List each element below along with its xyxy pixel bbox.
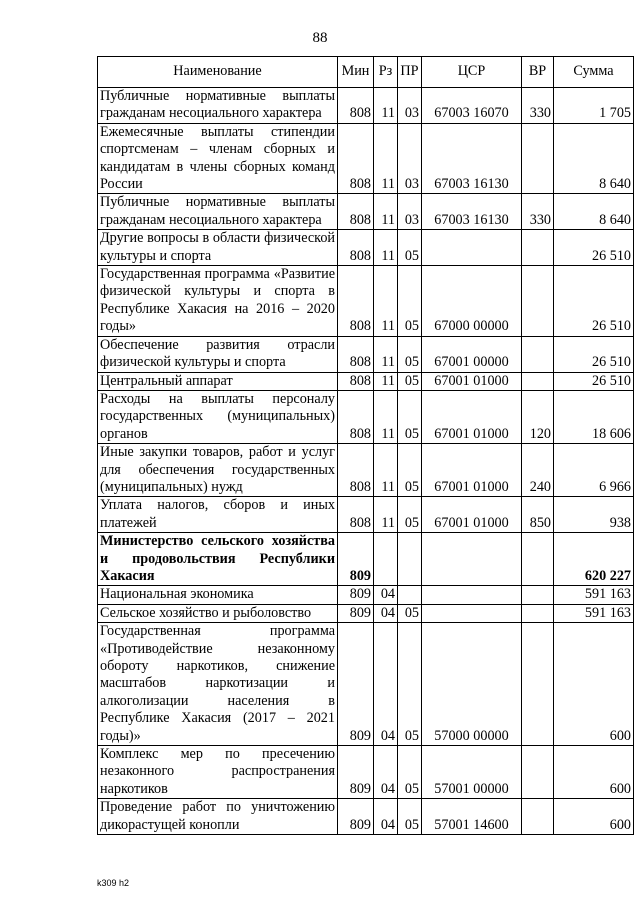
cell-pr xyxy=(398,586,422,604)
cell-sum: 26 510 xyxy=(554,372,634,390)
cell-vr xyxy=(522,586,554,604)
table-row xyxy=(98,586,634,604)
cell-sum: 26 510 xyxy=(554,230,634,266)
cell-vr xyxy=(522,266,554,337)
table-row xyxy=(98,799,634,835)
cell-pr: 03 xyxy=(398,88,422,124)
cell-name: Сельское хозяйство и рыболовство xyxy=(98,604,338,622)
cell-min: 809 xyxy=(338,533,374,586)
cell-vr xyxy=(522,746,554,799)
cell-rz: 11 xyxy=(374,230,398,266)
cell-vr xyxy=(522,230,554,266)
cell-pr: 05 xyxy=(398,390,422,443)
cell-pr: 05 xyxy=(398,623,422,746)
cell-name: Уплата налогов, сборов и иных платежей xyxy=(98,497,338,533)
table-body xyxy=(98,88,634,835)
table-header-row xyxy=(98,57,634,88)
cell-csr xyxy=(422,230,522,266)
budget-table xyxy=(97,56,634,835)
cell-name: Комплекс мер по пресечению незаконного распространения наркотиков xyxy=(98,746,338,799)
cell-csr: 67003 16130 xyxy=(422,194,522,230)
table-row xyxy=(98,746,634,799)
cell-min: 808 xyxy=(338,497,374,533)
cell-pr: 05 xyxy=(398,799,422,835)
column-header-vr: ВР xyxy=(522,57,554,88)
footer-code: k309 h2 xyxy=(97,878,130,888)
cell-min: 808 xyxy=(338,194,374,230)
cell-vr: 330 xyxy=(522,194,554,230)
cell-name: Проведение работ по уничтожению дикорастущей конопли xyxy=(98,799,338,835)
table-row xyxy=(98,123,634,194)
cell-name: Публичные нормативные выплаты гражданам несоциального характера xyxy=(98,88,338,124)
column-header-csr: ЦСР xyxy=(422,57,522,88)
cell-sum: 620 227 xyxy=(554,533,634,586)
cell-name: Государственная программа «Развитие физической культуры и спорта в Республике Хакасия на 2016 – 2020 годы» xyxy=(98,266,338,337)
cell-vr: 850 xyxy=(522,497,554,533)
cell-name: Государственная программа «Противодействие незаконному обороту наркотиков, снижение масштабов наркотизации и алкоголизации населения в Республике Хакасия (2017 – 2021 годы)» xyxy=(98,623,338,746)
cell-pr: 03 xyxy=(398,123,422,194)
cell-pr: 05 xyxy=(398,336,422,372)
cell-name: Другие вопросы в области физической культуры и спорта xyxy=(98,230,338,266)
cell-rz: 11 xyxy=(374,123,398,194)
column-header-pr: ПР xyxy=(398,57,422,88)
cell-rz: 04 xyxy=(374,799,398,835)
cell-sum: 18 606 xyxy=(554,390,634,443)
cell-min: 809 xyxy=(338,586,374,604)
table-row xyxy=(98,266,634,337)
cell-csr: 57000 00000 xyxy=(422,623,522,746)
cell-min: 809 xyxy=(338,604,374,622)
table-row xyxy=(98,444,634,497)
table-row xyxy=(98,88,634,124)
cell-csr: 67001 01000 xyxy=(422,390,522,443)
cell-csr: 57001 14600 xyxy=(422,799,522,835)
cell-pr: 05 xyxy=(398,230,422,266)
cell-vr xyxy=(522,533,554,586)
cell-rz: 11 xyxy=(374,497,398,533)
cell-rz: 11 xyxy=(374,390,398,443)
cell-pr: 05 xyxy=(398,746,422,799)
cell-sum: 600 xyxy=(554,799,634,835)
cell-vr xyxy=(522,799,554,835)
column-header-min: Мин xyxy=(338,57,374,88)
cell-min: 809 xyxy=(338,746,374,799)
table-row xyxy=(98,194,634,230)
cell-pr: 05 xyxy=(398,444,422,497)
cell-csr: 67003 16130 xyxy=(422,123,522,194)
cell-vr xyxy=(522,123,554,194)
column-header-name: Наименование xyxy=(98,57,338,88)
cell-vr xyxy=(522,604,554,622)
cell-sum: 8 640 xyxy=(554,123,634,194)
table-row xyxy=(98,230,634,266)
cell-min: 808 xyxy=(338,266,374,337)
table-row xyxy=(98,604,634,622)
cell-sum: 600 xyxy=(554,746,634,799)
table-row xyxy=(98,390,634,443)
page-number: 88 xyxy=(312,30,328,46)
cell-name: Ежемесячные выплаты стипендии спортсменам – членам сборных и кандидатам в члены сборных команд России xyxy=(98,123,338,194)
table-row xyxy=(98,623,634,746)
table-row xyxy=(98,497,634,533)
cell-rz: 11 xyxy=(374,372,398,390)
column-header-sum: Сумма xyxy=(554,57,634,88)
cell-csr: 67001 00000 xyxy=(422,336,522,372)
cell-pr xyxy=(398,533,422,586)
cell-rz xyxy=(374,533,398,586)
cell-csr xyxy=(422,604,522,622)
cell-min: 809 xyxy=(338,623,374,746)
cell-csr: 67001 01000 xyxy=(422,497,522,533)
cell-csr xyxy=(422,533,522,586)
cell-name: Расходы на выплаты персоналу государственных (муниципальных) органов xyxy=(98,390,338,443)
cell-pr: 05 xyxy=(398,604,422,622)
cell-csr: 57001 00000 xyxy=(422,746,522,799)
cell-rz: 04 xyxy=(374,746,398,799)
cell-sum: 6 966 xyxy=(554,444,634,497)
cell-csr: 67001 01000 xyxy=(422,372,522,390)
cell-name: Национальная экономика xyxy=(98,586,338,604)
cell-sum: 600 xyxy=(554,623,634,746)
cell-rz: 11 xyxy=(374,266,398,337)
cell-rz: 04 xyxy=(374,586,398,604)
cell-rz: 11 xyxy=(374,194,398,230)
cell-sum: 26 510 xyxy=(554,336,634,372)
cell-csr: 67001 01000 xyxy=(422,444,522,497)
table-row xyxy=(98,372,634,390)
cell-min: 808 xyxy=(338,372,374,390)
cell-min: 808 xyxy=(338,88,374,124)
column-header-rz: Рз xyxy=(374,57,398,88)
cell-min: 808 xyxy=(338,390,374,443)
cell-name: Центральный аппарат xyxy=(98,372,338,390)
cell-sum: 591 163 xyxy=(554,586,634,604)
cell-vr: 330 xyxy=(522,88,554,124)
cell-pr: 05 xyxy=(398,372,422,390)
cell-csr: 67000 00000 xyxy=(422,266,522,337)
table-row xyxy=(98,533,634,586)
cell-min: 808 xyxy=(338,123,374,194)
cell-min: 808 xyxy=(338,444,374,497)
table-row xyxy=(98,336,634,372)
cell-vr: 120 xyxy=(522,390,554,443)
cell-pr: 03 xyxy=(398,194,422,230)
cell-rz: 11 xyxy=(374,336,398,372)
cell-sum: 591 163 xyxy=(554,604,634,622)
cell-pr: 05 xyxy=(398,497,422,533)
cell-sum: 1 705 xyxy=(554,88,634,124)
cell-min: 809 xyxy=(338,799,374,835)
cell-pr: 05 xyxy=(398,266,422,337)
cell-rz: 04 xyxy=(374,623,398,746)
cell-name: Иные закупки товаров, работ и услуг для обеспечения государственных (муниципальных) нужд xyxy=(98,444,338,497)
cell-csr: 67003 16070 xyxy=(422,88,522,124)
cell-vr xyxy=(522,336,554,372)
cell-name: Обеспечение развития отрасли физической культуры и спорта xyxy=(98,336,338,372)
cell-rz: 04 xyxy=(374,604,398,622)
cell-rz: 11 xyxy=(374,444,398,497)
cell-sum: 8 640 xyxy=(554,194,634,230)
cell-sum: 938 xyxy=(554,497,634,533)
cell-min: 808 xyxy=(338,230,374,266)
cell-vr: 240 xyxy=(522,444,554,497)
cell-sum: 26 510 xyxy=(554,266,634,337)
cell-name: Министерство сельского хозяйства и продовольствия Республики Хакасия xyxy=(98,533,338,586)
cell-name: Публичные нормативные выплаты гражданам несоциального характера xyxy=(98,194,338,230)
cell-vr xyxy=(522,623,554,746)
cell-rz: 11 xyxy=(374,88,398,124)
cell-csr xyxy=(422,586,522,604)
cell-min: 808 xyxy=(338,336,374,372)
cell-vr xyxy=(522,372,554,390)
